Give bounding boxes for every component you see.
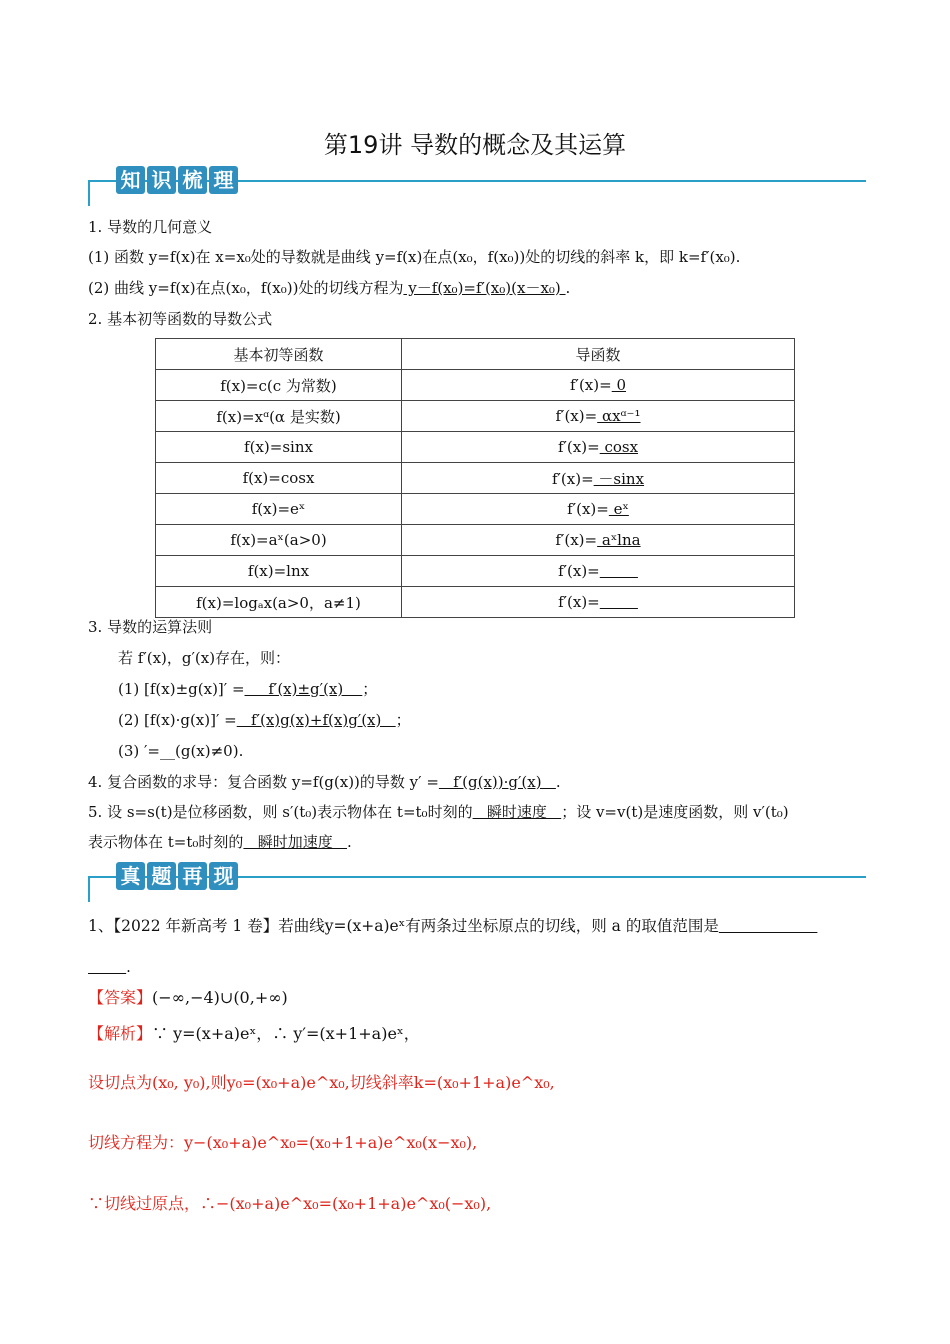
derivative-answer [600,562,638,580]
s1-p2-end: . [565,279,571,297]
table-cell-derivative [402,556,795,587]
derivative-prefix: f′(x)= [558,562,600,580]
rule-text: (1) [f(x)±g(x)]′ = [118,680,245,698]
s4 [88,772,561,792]
s4-text: 4. 复合函数的求导：复合函数 y=f(g(x))的导数 y′ = [88,773,439,791]
section-banner-exam [88,862,866,906]
banner-char: 理 [209,166,238,194]
answer-value: (−∞,−4)∪(0,+∞) [152,988,288,1007]
table-cell-derivative [402,370,795,401]
banner-char: 现 [209,862,238,890]
rule-end: ； [362,680,378,698]
table-cell-derivative [402,525,795,556]
table-header: 导函数 [402,339,795,370]
question-text: 1、【2022 年新高考 1 卷】若曲线y=(x+a)eˣ有两条过坐标原点的切线，则 a 的取值范围是 [88,917,719,935]
table-header-row [156,339,795,370]
rule-end: ； [395,711,411,729]
derivative-prefix: f′(x)= [555,531,598,549]
s4-end: . [555,773,561,791]
s5-text: ；设 v=v(t)是速度函数，则 v′(t₀) [561,803,789,821]
derivative-prefix: f′(x)= [551,469,594,488]
banner-char: 真 [116,862,145,890]
table-cell-derivative [402,463,795,494]
s3-heading: 3. 导数的运算法则 [88,618,213,636]
analysis-line [88,1024,420,1044]
derivative-answer [600,593,638,611]
derivative-prefix: f′(x)= [557,438,600,456]
derivative-answer: 0 [611,376,626,394]
rule-text: (2) [f(x)·g(x)]′ = [118,711,237,729]
table-cell-derivative [402,401,795,432]
analysis-text: ∵ y=(x+a)eˣ，∴ y′=(x+1+a)eˣ， [152,1024,420,1043]
answer-blank [88,958,126,976]
derivative-table [155,338,795,618]
s3-rule3: (3) ′=__(g(x)≠0). [118,742,244,760]
answer-label: 【答案】 [88,988,153,1007]
banner-char: 题 [147,862,176,890]
derivative-prefix: f′(x)= [558,593,600,611]
banner-char: 识 [147,166,176,194]
table-header: 基本初等函数 [156,339,402,370]
analysis-step-3: ∵切线过原点，∴−(x₀+a)e^x₀=(x₀+1+a)e^x₀(−x₀), [88,1194,492,1213]
table-cell-function: f(x)=xᵅ(α 是实数) [156,401,402,432]
table-row [156,463,795,494]
table-cell-function: f(x)=c(c 为常数) [156,370,402,401]
s5-answer: 瞬时加速度 [243,833,348,851]
table-cell-derivative [402,587,795,618]
question-end: . [126,958,131,976]
table-row [156,370,795,401]
table-row [156,432,795,463]
s1-p2 [88,278,570,298]
table-cell-function: f(x)=sinx [156,432,402,463]
page-title: 第19讲 导数的概念及其运算 [323,131,627,159]
table-cell-function: f(x)=lnx [156,556,402,587]
table-row [156,556,795,587]
answer-blank [719,917,818,935]
table-cell-function: f(x)=aˣ(a>0) [156,525,402,556]
table-row [156,401,795,432]
rule-answer: f′(x)g(x)+f(x)g′(x) [236,711,396,729]
table-cell-function: f(x)=eˣ [156,494,402,525]
banner-char: 再 [178,862,207,890]
table-cell-function: f(x)=cosx [156,463,402,494]
question-1 [88,916,817,936]
s3-rule2 [118,710,411,730]
s2-heading: 2. 基本初等函数的导数公式 [88,310,273,328]
s1-p1: (1) 函数 y=f(x)在 x=x₀处的导数就是曲线 y=f(x)在点(x₀，f(x₀))处的切线的斜率 k，即 k=f′(x₀). [88,248,741,266]
table-row [156,494,795,525]
derivative-answer: αxᵅ⁻¹ [597,407,641,425]
table-cell-derivative [402,432,795,463]
section-banner-knowledge [88,166,866,210]
s1-heading: 1. 导数的几何意义 [88,218,213,236]
s5-line1 [88,802,789,822]
derivative-prefix: f′(x)= [569,376,612,394]
s5-text: 5. 设 s=s(t)是位移函数，则 s′(t₀)表示物体在 t=t₀时刻的 [88,803,473,821]
derivative-answer: aˣlna [597,531,641,549]
answer-line [88,988,288,1008]
s5-end: . [347,833,352,851]
analysis-step-1: 设切点为(x₀, y₀),则y₀=(x₀+a)e^x₀,切线斜率k=(x₀+1+a)e^x₀, [88,1073,555,1092]
derivative-answer: cosx [599,438,639,456]
analysis-step-2: 切线方程为：y−(x₀+a)e^x₀=(x₀+1+a)e^x₀(x−x₀), [88,1133,478,1152]
s1-p2-answer: y－f(x₀)=f′(x₀)(x－x₀) [403,279,566,297]
rule-answer: f′(x)±g′(x) [244,680,363,698]
s3-intro: 若 f′(x)，g′(x)存在，则： [118,649,291,667]
s4-answer: f′(g(x))·g′(x) [438,773,556,791]
s5-text: 表示物体在 t=t₀时刻的 [88,833,244,851]
s5-answer: 瞬时速度 [472,803,562,821]
s5-line2 [88,832,352,852]
s3-rule1 [118,679,377,699]
banner-char: 知 [116,166,145,194]
table-cell-derivative [402,494,795,525]
derivative-answer: eˣ [608,500,629,518]
table-row [156,587,795,618]
analysis-label: 【解析】 [88,1024,153,1043]
s1-p2-text: (2) 曲线 y=f(x)在点(x₀，f(x₀))处的切线方程为 [88,279,404,297]
question-1-cont [88,957,131,977]
banner-char: 梳 [178,166,207,194]
derivative-prefix: f′(x)= [567,500,609,518]
table-row [156,525,795,556]
derivative-answer: －sinx [593,469,645,488]
table-cell-function: f(x)=logₐx(a>0，a≠1) [156,587,402,618]
derivative-prefix: f′(x)= [555,407,598,425]
